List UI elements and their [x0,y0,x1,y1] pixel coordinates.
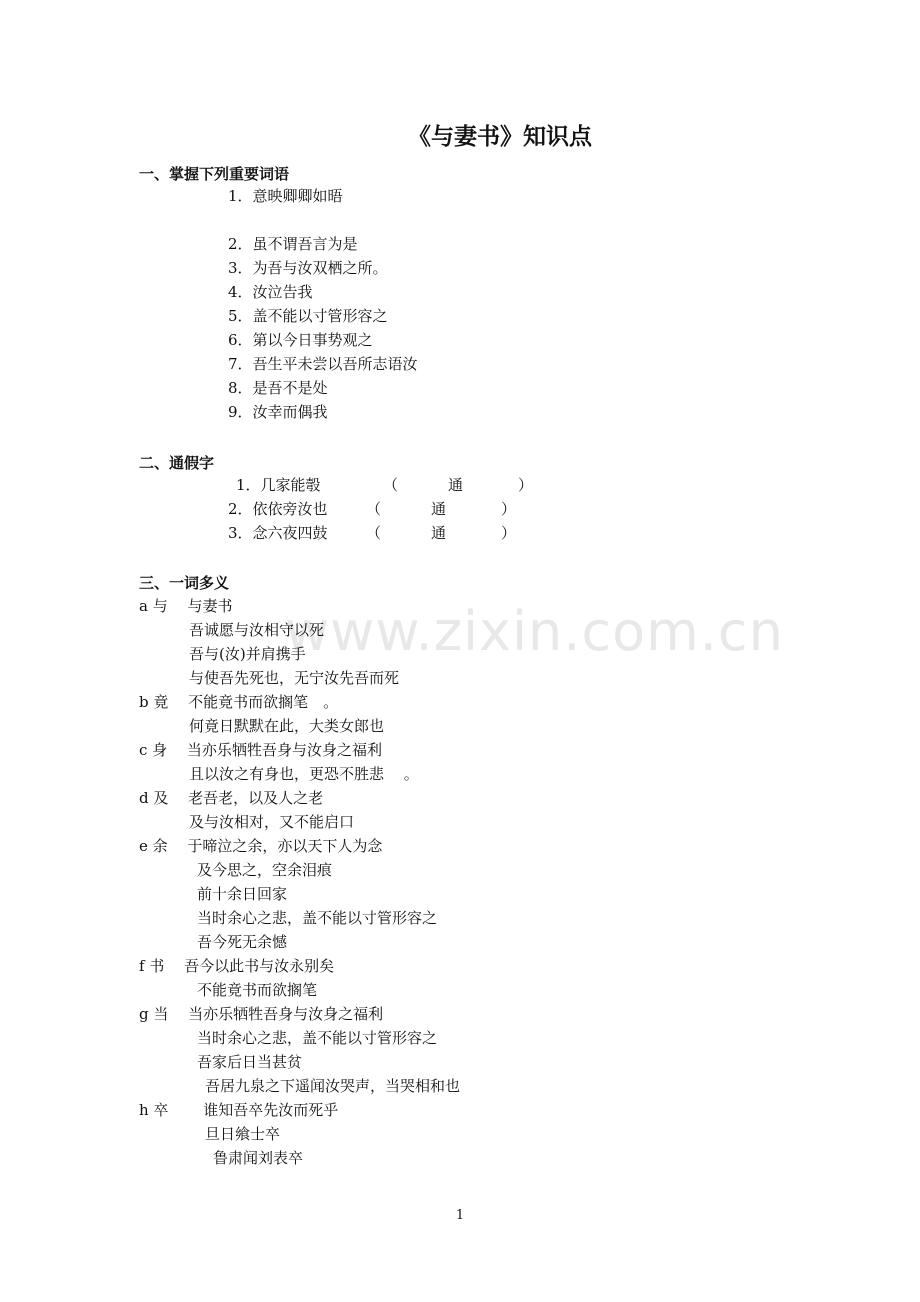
polysemy-line: 吾诚愿与汝相守以死 [189,621,325,639]
polysemy-line: g 当 当亦乐牺牲吾身与汝身之福利 [139,1005,384,1023]
section-1-heading: 一、掌握下列重要词语 [139,165,290,183]
tong-label: 通 [431,500,447,518]
paren-close: ） [501,524,517,542]
page-title: 《与妻书》知识点 [408,124,592,150]
section-3-heading: 三、一词多义 [139,574,230,592]
polysemy-line: h 卒 谁知吾卒先汝而死乎 [139,1101,339,1119]
section-1-item: 7．吾生平未尝以吾所志语汝 [228,355,418,373]
polysemy-line: b 竟 不能竟书而欲搁笔 。 [139,693,339,711]
section-2-heading: 二、通假字 [139,454,215,472]
section-1-item: 8．是吾不是处 [228,379,328,397]
polysemy-line: 吾居九泉之下遥闻汝哭声，当哭相和也 [205,1077,461,1095]
polysemy-line: c 身 当亦乐牺牲吾身与汝身之福利 [139,741,382,759]
polysemy-line: 旦日飨士卒 [205,1125,281,1143]
tongjia-item: 2．依依旁汝也 [228,500,328,518]
tongjia-item: 3．念六夜四鼓 [228,524,328,542]
section-1-item: 1．意映卿卿如晤 [228,187,343,205]
polysemy-line: d 及 老吾老，以及人之老 [139,789,324,807]
section-1-item: 5．盖不能以寸管形容之 [228,307,388,325]
polysemy-line: 不能竟书而欲搁笔 [197,981,318,999]
polysemy-line: 吾家后日当甚贫 [197,1053,303,1071]
polysemy-line: 且以汝之有身也，更恐不胜悲 。 [189,765,419,783]
polysemy-line: 当时余心之悲，盖不能以寸管形容之 [197,909,438,927]
section-1-item: 6．第以今日事势观之 [228,331,373,349]
paren-open: （ [383,476,399,494]
polysemy-line: a 与 与妻书 [139,597,233,615]
section-1-item: 3．为吾与汝双栖之所。 [228,259,388,277]
paren-open: （ [366,500,382,518]
polysemy-line: 及今思之，空余泪痕 [197,861,333,879]
polysemy-line: 及与汝相对，又不能启口 [189,813,355,831]
polysemy-line: 当时余心之悲，盖不能以寸管形容之 [197,1029,438,1047]
polysemy-line: 吾今死无余憾 [197,933,288,951]
tong-label: 通 [431,524,447,542]
section-1-item: 9．汝幸而偶我 [228,403,328,421]
tongjia-item: 1．几家能彀 [236,476,321,494]
polysemy-line: 与使吾先死也，无宁汝先吾而死 [189,669,400,687]
paren-close: ） [518,476,534,494]
paren-open: （ [366,524,382,542]
polysemy-line: f 书 吾今以此书与汝永别矣 [139,957,335,975]
polysemy-line: 吾与(汝)并肩携手 [189,645,306,663]
polysemy-line: 前十余日回家 [197,885,288,903]
polysemy-line: 何竟日默默在此，大类女郎也 [189,717,385,735]
polysemy-line: e 余 于啼泣之余，亦以天下人为念 [139,837,383,855]
section-1-item: 2．虽不谓吾言为是 [228,235,358,253]
tong-label: 通 [448,476,464,494]
page-number: 1 [455,1208,465,1223]
polysemy-line: 鲁肃闻刘表卒 [213,1149,304,1167]
section-1-item: 4．汝泣告我 [228,283,313,301]
paren-close: ） [501,500,517,518]
watermark: www.zixin.com.cn [285,600,784,663]
